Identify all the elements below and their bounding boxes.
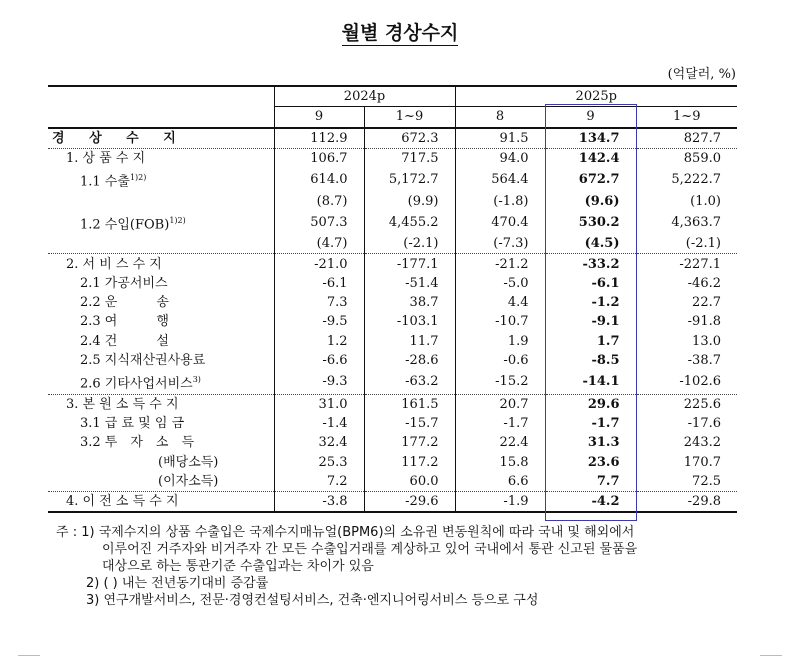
value-cell: 672.3 [364, 128, 455, 149]
value-cell: -21.2 [455, 254, 545, 274]
value-cell: 23.6 [545, 452, 636, 471]
value-cell: 38.7 [364, 293, 455, 312]
value-cell: (9.6) [545, 192, 636, 211]
header-year-2024: 2024p [274, 86, 455, 107]
table-row [48, 234, 737, 254]
row-label-text: 1. 상 품 수 지 [66, 151, 146, 167]
row-label-text: 1.2 수입(FOB) [80, 217, 170, 233]
row-label-text: 1.1 수출 [80, 174, 130, 190]
table-row [48, 452, 737, 471]
header-month: 1~9 [636, 107, 737, 128]
value-cell: -28.6 [364, 351, 455, 370]
value-cell: 177.2 [364, 433, 455, 452]
table-row [48, 433, 737, 452]
value-cell: 94.0 [455, 148, 545, 168]
row-label-text: 2.3 여 행 [80, 314, 169, 330]
current-account-table [48, 85, 737, 513]
value-cell: -3.8 [274, 492, 364, 513]
row-label [48, 211, 274, 234]
value-cell: (1.0) [636, 192, 737, 211]
row-label-text: 4. 이 전 소 득 수 지 [66, 494, 179, 510]
row-label [48, 234, 274, 254]
value-cell: -177.1 [364, 254, 455, 274]
footnote-ref: 1)2) [129, 173, 147, 183]
value-cell: 117.2 [364, 452, 455, 471]
value-cell: -38.7 [636, 351, 737, 370]
value-cell: -9.3 [274, 370, 364, 394]
row-label [48, 351, 274, 370]
value-cell: 7.2 [274, 472, 364, 492]
value-cell: -103.1 [364, 312, 455, 331]
value-cell: -14.1 [545, 370, 636, 394]
value-cell: 225.6 [636, 394, 737, 414]
value-cell: (-2.1) [636, 234, 737, 254]
value-cell: 827.7 [636, 128, 737, 149]
value-cell: 60.0 [364, 472, 455, 492]
row-label [48, 492, 274, 513]
value-cell: -1.7 [455, 414, 545, 433]
value-cell: 15.8 [455, 452, 545, 471]
row-label [48, 394, 274, 414]
value-cell: -33.2 [545, 254, 636, 274]
value-cell: 564.4 [455, 168, 545, 191]
footnote-1-cont: 대상으로 하는 통관기준 수출입과는 차이가 있음 [102, 559, 374, 574]
value-cell: -29.6 [364, 492, 455, 513]
page-corner-mark [760, 655, 782, 656]
row-label [48, 452, 274, 471]
row-label-text: 3. 본 원 소 득 수 지 [66, 396, 179, 412]
value-cell: -1.7 [545, 414, 636, 433]
page-title [0, 18, 800, 45]
table-row [48, 332, 737, 351]
table-row [48, 192, 737, 211]
table-row [48, 312, 737, 331]
value-cell: -8.5 [545, 351, 636, 370]
value-cell: 20.7 [455, 394, 545, 414]
value-cell: (-2.1) [364, 234, 455, 254]
value-cell: 31.0 [274, 394, 364, 414]
row-label-text: 3.2 투 자 소 득 [80, 435, 195, 451]
value-cell: 717.5 [364, 148, 455, 168]
value-cell: (9.9) [364, 192, 455, 211]
value-cell: -63.2 [364, 370, 455, 394]
table-row [48, 492, 737, 513]
row-label-text: 2.5 지식재산권사용료 [80, 353, 206, 369]
value-cell: 7.7 [545, 472, 636, 492]
value-cell: (4.5) [545, 234, 636, 254]
row-label [48, 370, 274, 394]
footnote-1-cont: 이루어진 거주자와 비거주자 간 모든 수출입거래를 계상하고 있어 국내에서 통관 신고된 물품을 [102, 542, 638, 557]
value-cell: -46.2 [636, 274, 737, 293]
value-cell: -1.4 [274, 414, 364, 433]
value-cell: -227.1 [636, 254, 737, 274]
value-cell: 4,455.2 [364, 211, 455, 234]
value-cell: 470.4 [455, 211, 545, 234]
value-cell: -102.6 [636, 370, 737, 394]
row-label-text: 경 상 수 지 [52, 130, 186, 146]
header-month: 1~9 [364, 107, 455, 128]
value-cell: -17.6 [636, 414, 737, 433]
row-label-text: 2. 서 비 스 수 지 [66, 256, 162, 272]
value-cell: -0.6 [455, 351, 545, 370]
footnote-text: 국제수지의 상품 수출입은 국제수지매뉴얼(BPM6)의 소유권 변동원칙에 따라 국내 및 해외에서 [98, 525, 635, 540]
value-cell: 1.9 [455, 332, 545, 351]
value-cell: -5.0 [455, 274, 545, 293]
table-row [48, 148, 737, 168]
row-label [48, 274, 274, 293]
table-row [48, 472, 737, 492]
footnote-prefix: 주 : 1) [56, 525, 95, 540]
value-cell: 170.7 [636, 452, 737, 471]
value-cell: 29.6 [545, 394, 636, 414]
value-cell: 1.7 [545, 332, 636, 351]
value-cell: -21.0 [274, 254, 364, 274]
page-corner-mark [18, 655, 40, 656]
value-cell: 91.5 [455, 128, 545, 149]
value-cell: -10.7 [455, 312, 545, 331]
value-cell: 25.3 [274, 452, 364, 471]
row-label-text: 3.1 급 료 및 임 금 [80, 415, 185, 431]
unit-label: (억달러, %) [667, 67, 736, 82]
table-row [48, 274, 737, 293]
footnotes [56, 524, 637, 609]
value-cell: -6.6 [274, 351, 364, 370]
footnote-3: 3) 연구개발서비스, 전문·경영컨설팅서비스, 건축·엔지니어링서비스 등으로 구성 [86, 593, 539, 608]
value-cell: -1.9 [455, 492, 545, 513]
table-row [48, 211, 737, 234]
row-label [48, 254, 274, 274]
header-month: 9 [545, 107, 636, 128]
value-cell: 5,222.7 [636, 168, 737, 191]
value-cell: -1.2 [545, 293, 636, 312]
table-row [48, 351, 737, 370]
value-cell: -6.1 [545, 274, 636, 293]
value-cell: 614.0 [274, 168, 364, 191]
row-label [48, 332, 274, 351]
value-cell: -4.2 [545, 492, 636, 513]
value-cell: -29.8 [636, 492, 737, 513]
row-label [48, 192, 274, 211]
value-cell: 13.0 [636, 332, 737, 351]
row-label [48, 168, 274, 191]
row-label [48, 312, 274, 331]
value-cell: -15.2 [455, 370, 545, 394]
row-label-text: 2.4 건 설 [80, 333, 169, 349]
value-cell: 106.7 [274, 148, 364, 168]
table-row [48, 293, 737, 312]
value-cell: (8.7) [274, 192, 364, 211]
row-label [48, 128, 274, 149]
value-cell: -51.4 [364, 274, 455, 293]
table-row [48, 370, 737, 394]
value-cell: 112.9 [274, 128, 364, 149]
value-cell: (-1.8) [455, 192, 545, 211]
table-row [48, 254, 737, 274]
value-cell: 142.4 [545, 148, 636, 168]
value-cell: 243.2 [636, 433, 737, 452]
row-label-text: (이자소득) [158, 473, 219, 489]
row-label-text: (배당소득) [158, 454, 219, 470]
value-cell: 161.5 [364, 394, 455, 414]
header-blank [48, 86, 274, 128]
row-label-text: 2.6 기타사업서비스 [80, 376, 193, 392]
value-cell: (4.7) [274, 234, 364, 254]
value-cell: 32.4 [274, 433, 364, 452]
value-cell: 134.7 [545, 128, 636, 149]
table-row [48, 128, 737, 149]
value-cell: -6.1 [274, 274, 364, 293]
footnote-ref: 1)2) [169, 215, 186, 225]
row-label [48, 414, 274, 433]
value-cell: 72.5 [636, 472, 737, 492]
header-month: 9 [274, 107, 364, 128]
value-cell: 1.2 [274, 332, 364, 351]
row-label-text: 2.2 운 송 [80, 295, 169, 311]
title-text: 월별 경상수지 [341, 22, 459, 44]
value-cell: 859.0 [636, 148, 737, 168]
value-cell: 31.3 [545, 433, 636, 452]
table-row [48, 394, 737, 414]
row-label-text: 2.1 가공서비스 [80, 275, 168, 291]
row-label [48, 148, 274, 168]
table-row [48, 168, 737, 191]
footnote-1 [56, 524, 637, 541]
value-cell: -9.5 [274, 312, 364, 331]
value-cell: 22.7 [636, 293, 737, 312]
value-cell: 507.3 [274, 211, 364, 234]
row-label [48, 293, 274, 312]
row-label [48, 472, 274, 492]
value-cell: (-7.3) [455, 234, 545, 254]
value-cell: -91.8 [636, 312, 737, 331]
value-cell: 7.3 [274, 293, 364, 312]
value-cell: 672.7 [545, 168, 636, 191]
value-cell: 530.2 [545, 211, 636, 234]
header-month: 8 [455, 107, 545, 128]
value-cell: 6.6 [455, 472, 545, 492]
row-label [48, 433, 274, 452]
value-cell: -9.1 [545, 312, 636, 331]
value-cell: 5,172.7 [364, 168, 455, 191]
footnote-2: 2) ( ) 내는 전년동기대비 증감률 [86, 576, 269, 591]
value-cell: -15.7 [364, 414, 455, 433]
footnote-ref: 3) [192, 375, 201, 385]
table-row [48, 414, 737, 433]
header-year-2025: 2025p [455, 86, 737, 107]
value-cell: 11.7 [364, 332, 455, 351]
value-cell: 22.4 [455, 433, 545, 452]
value-cell: 4.4 [455, 293, 545, 312]
value-cell: 4,363.7 [636, 211, 737, 234]
